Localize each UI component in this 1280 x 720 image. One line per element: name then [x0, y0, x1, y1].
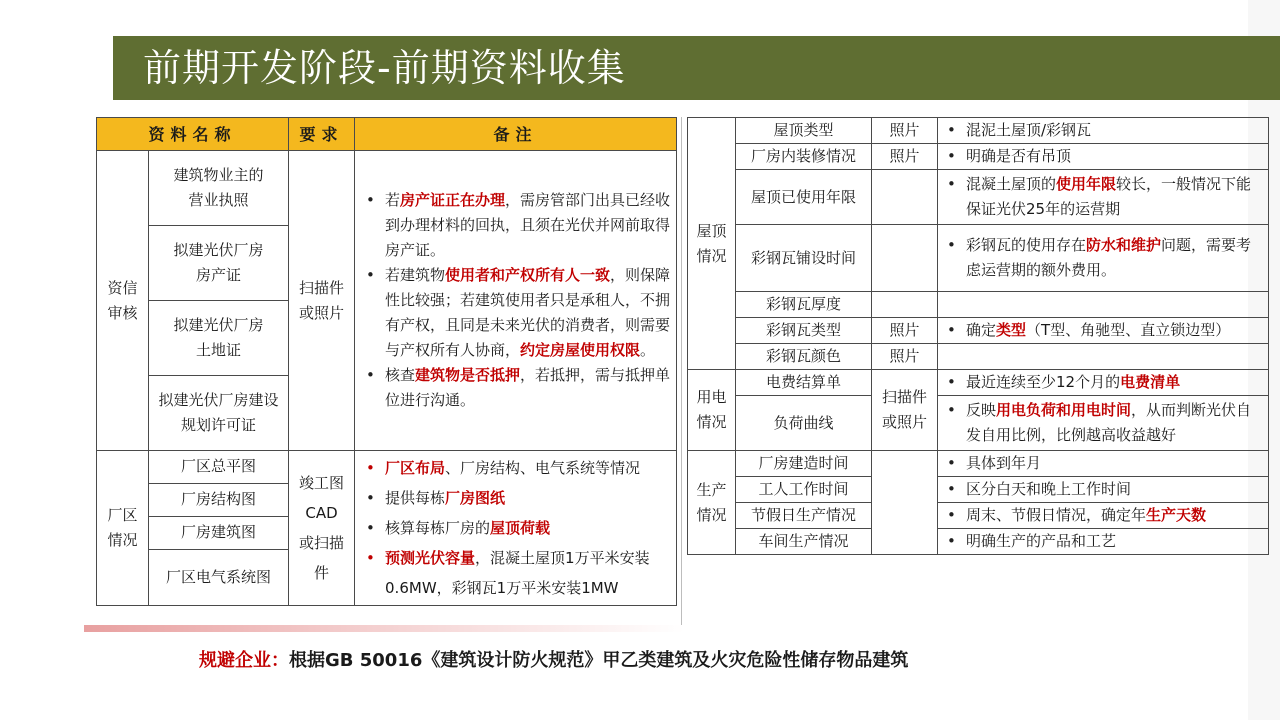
item-cell — [149, 226, 289, 301]
req-photo: 照片 — [889, 321, 920, 339]
item-load-curve: 负荷曲线 — [773, 413, 834, 432]
item-cell — [149, 483, 289, 516]
note-cell — [938, 503, 1269, 529]
item-architecture-drawing: 厂房建筑图 — [181, 523, 257, 542]
list-item: • 彩钢瓦的使用存在防水和维护问题，需要考虑运营期的额外费用。 — [940, 233, 1266, 283]
header-requirement: 要求 — [289, 118, 355, 151]
list-item: • 核算每栋厂房的屋顶荷载 — [359, 513, 672, 543]
req-cell — [872, 344, 938, 370]
item-build-time: 厂房建造时间 — [758, 454, 849, 472]
item-work-hours: 工人工作时间 — [758, 480, 849, 498]
list-item: • 明确是否有吊顶 — [940, 144, 1266, 169]
requirement-cad-or-scan: 竣工图CAD或扫描件 — [299, 474, 345, 582]
category-cell — [688, 370, 736, 451]
item-cell — [736, 396, 872, 451]
item-steel-tile-thickness: 彩钢瓦厚度 — [765, 295, 841, 313]
list-item: • 核查建筑物是否抵押，若抵押，需与抵押单位进行沟通。 — [359, 363, 672, 413]
req-cell — [872, 451, 938, 555]
list-item: • 厂区布局、厂房结构、电气系统等情况 — [359, 453, 672, 483]
item-planning-permit: 拟建光伏厂房建设规划许可证 — [158, 391, 279, 434]
table-row — [688, 451, 1269, 477]
item-cell — [736, 118, 872, 144]
table-row — [688, 529, 1269, 555]
requirement-cell — [289, 151, 355, 451]
list-item: • 混凝土屋顶的使用年限较长，一般情况下能保证光伏25年的运营期 — [940, 172, 1266, 222]
item-cell — [149, 301, 289, 376]
item-steel-tile-color: 彩钢瓦颜色 — [765, 347, 841, 365]
note-cell — [938, 292, 1269, 318]
table-row — [688, 344, 1269, 370]
list-item: • 反映用电负荷和用电时间，从而判断光伏自发自用比例，比例越高收益越好 — [940, 398, 1266, 448]
remarks-cell — [355, 451, 677, 606]
item-holiday-production: 节假日生产情况 — [750, 506, 856, 524]
list-item: • 若房产证正在办理，需房管部门出具已经收到办理材料的回执，且须在光伏并网前取得房产证。 — [359, 188, 672, 263]
req-cell — [872, 292, 938, 318]
footer-text: 根据GB 50016《建筑设计防火规范》甲乙类建筑及火灾危险性储存物品建筑 — [289, 650, 909, 671]
table-row — [688, 396, 1269, 451]
item-cell — [736, 170, 872, 225]
item-cell — [736, 344, 872, 370]
list-item: • 明确生产的产品和工艺 — [940, 529, 1266, 554]
req-cell — [872, 370, 938, 451]
item-cell — [736, 318, 872, 344]
materials-table-right — [687, 117, 1269, 555]
req-photo: 照片 — [889, 147, 920, 165]
item-cell — [736, 503, 872, 529]
table-row — [688, 225, 1269, 292]
item-cell — [149, 376, 289, 451]
table-row — [688, 318, 1269, 344]
note-cell — [938, 451, 1269, 477]
category-cell — [97, 451, 149, 606]
header-remarks: 备注 — [355, 118, 677, 151]
item-site-plan: 厂区总平图 — [181, 457, 257, 476]
table-row — [688, 144, 1269, 170]
category-power: 用电情况 — [696, 388, 727, 431]
materials-table-left — [96, 117, 677, 606]
item-cell — [736, 451, 872, 477]
remarks-cell — [355, 151, 677, 451]
note-cell — [938, 170, 1269, 225]
item-cell — [736, 292, 872, 318]
table-row — [97, 451, 677, 484]
table-row — [97, 151, 677, 226]
item-cell — [736, 144, 872, 170]
table-row — [688, 118, 1269, 144]
category-roof: 屋顶情况 — [696, 221, 727, 265]
footer-note — [199, 646, 1199, 676]
list-item: • 具体到年月 — [940, 451, 1266, 476]
note-cell — [938, 225, 1269, 292]
req-photo: 照片 — [889, 347, 920, 365]
item-electrical-drawing: 厂区电气系统图 — [166, 567, 272, 586]
req-cell — [872, 318, 938, 344]
item-cell — [149, 451, 289, 484]
item-electricity-bill: 电费结算单 — [765, 373, 841, 391]
item-cell — [736, 225, 872, 292]
item-steel-tile-install-time: 彩钢瓦铺设时间 — [750, 248, 856, 267]
list-item: • 提供每栋厂房图纸 — [359, 483, 672, 513]
note-cell — [938, 477, 1269, 503]
item-interior-decoration: 厂房内装修情况 — [750, 147, 856, 165]
note-cell — [938, 344, 1269, 370]
category-cell — [688, 451, 736, 555]
table-row — [688, 170, 1269, 225]
note-cell — [938, 396, 1269, 451]
item-structure-drawing: 厂房结构图 — [181, 490, 257, 509]
list-item: • 若建筑物使用者和产权所有人一致，则保障性比较强；若建筑使用者只是承租人，不拥有产权，且同是未来光伏的消费者，则需要与产权所有人协商，约定房屋使用权限。 — [359, 263, 672, 363]
category-production: 生产情况 — [696, 480, 727, 524]
note-cell — [938, 370, 1269, 396]
list-item: • 预测光伏容量，混凝土屋顶1万平米安装0.6MW，彩钢瓦1万平米安装1MW — [359, 543, 672, 603]
req-cell — [872, 144, 938, 170]
item-steel-tile-type: 彩钢瓦类型 — [765, 321, 841, 339]
category-plant-status: 厂区情况 — [107, 506, 138, 549]
list-item: • 最近连续至少12个月的电费清单 — [940, 370, 1266, 395]
table-row — [688, 477, 1269, 503]
footer-label: 规避企业： — [199, 650, 289, 671]
req-photo: 照片 — [889, 121, 920, 139]
note-cell — [938, 318, 1269, 344]
list-item: • 区分白天和晚上工作时间 — [940, 477, 1266, 502]
item-roof-age: 屋顶已使用年限 — [750, 187, 856, 206]
decorative-band — [84, 625, 684, 632]
item-roof-type: 屋顶类型 — [773, 121, 834, 139]
category-credit-review: 资信审核 — [107, 278, 138, 322]
note-cell — [938, 118, 1269, 144]
table-header-row — [97, 118, 677, 151]
item-business-license: 建筑物业主的营业执照 — [173, 166, 264, 209]
req-cell — [872, 170, 938, 225]
note-cell — [938, 529, 1269, 555]
list-item: • 混泥土屋顶/彩钢瓦 — [940, 118, 1266, 143]
item-workshop-production: 车间生产情况 — [758, 532, 849, 550]
note-cell — [938, 144, 1269, 170]
header-material-name: 资料名称 — [97, 118, 289, 151]
req-cell — [872, 118, 938, 144]
item-cell — [736, 477, 872, 503]
divider — [681, 117, 682, 629]
list-item: • 确定类型（T型、角驰型、直立锁边型） — [940, 318, 1266, 343]
table-row — [688, 503, 1269, 529]
category-cell — [688, 118, 736, 370]
page-title: 前期开发阶段-前期资料收集 — [143, 46, 626, 90]
requirement-cell — [289, 451, 355, 606]
req-scan-or-photo: 扫描件或照片 — [881, 388, 927, 431]
table-row — [688, 292, 1269, 318]
category-cell — [97, 151, 149, 451]
item-cell — [149, 151, 289, 226]
item-cell — [736, 370, 872, 396]
item-cell — [736, 529, 872, 555]
item-cell — [149, 516, 289, 549]
table-row — [688, 370, 1269, 396]
req-cell — [872, 225, 938, 292]
item-cell — [149, 549, 289, 605]
title-bar — [113, 36, 1280, 100]
item-property-certificate: 拟建光伏厂房房产证 — [173, 241, 264, 284]
requirement-scan-or-photo: 扫描件或照片 — [299, 278, 345, 322]
list-item: • 周末、节假日情况，确定年生产天数 — [940, 503, 1266, 528]
item-land-certificate: 拟建光伏厂房土地证 — [173, 316, 264, 359]
